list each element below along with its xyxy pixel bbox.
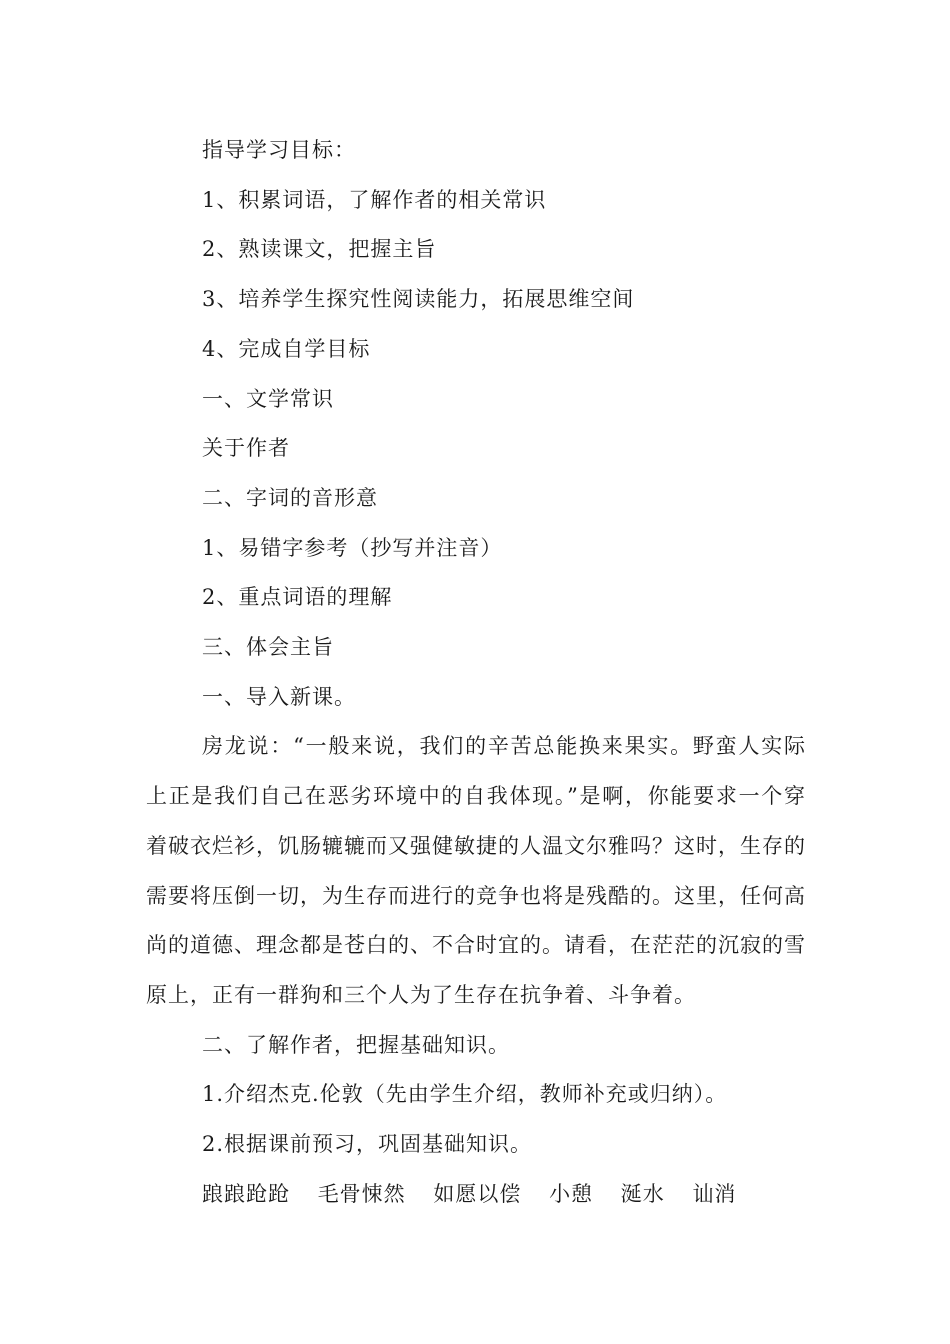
vocab-word: 讪消 xyxy=(692,1181,737,1206)
item-consolidate-knowledge: 2.根据课前预习，巩固基础知识。 xyxy=(202,1132,533,1157)
vocab-word: 如愿以偿 xyxy=(433,1181,522,1206)
goal-item-2: 2、熟读课文，把握主旨 xyxy=(202,237,437,262)
section-know-author: 二、了解作者，把握基础知识。 xyxy=(202,1032,510,1057)
vocab-word: 涎水 xyxy=(620,1181,665,1206)
item-introduce-jack-london: 1.介绍杰克.伦敦（先由学生介绍，教师补充或归纳）。 xyxy=(202,1082,728,1107)
vocab-word: 小憩 xyxy=(549,1181,594,1206)
document-body xyxy=(146,126,806,1219)
section-lesson-intro: 一、导入新课。 xyxy=(202,684,356,709)
vocab-word: 踉踉跄跄 xyxy=(202,1181,290,1206)
heading-study-goals: 指导学习目标： xyxy=(202,138,356,162)
subsection-about-author: 关于作者 xyxy=(202,436,290,461)
goal-item-4: 4、完成自学目标 xyxy=(202,336,371,361)
vocab-word: 毛骨悚然 xyxy=(317,1181,406,1206)
vocab-list xyxy=(146,1170,806,1220)
section-main-idea: 三、体会主旨 xyxy=(202,635,334,660)
section-literary-knowledge: 一、文学常识 xyxy=(202,386,334,411)
goal-item-3: 3、培养学生探究性阅读能力，拓展思维空间 xyxy=(202,287,635,312)
intro-paragraph: 房龙说：“一般来说，我们的辛苦总能换来果实。野蛮人实际上正是我们自己在恶劣环境中的自我体现。”是啊，你能要求一个穿着破衣烂衫，饥肠辘辘而又强健敏捷的人温文尔雅吗？这时，生存的需要将压倒一切，为生存而进行的竞争也将是残酷的。这里，任何高尚的道德、理念都是苍白的、不合时宜的。请看，在茫茫的沉寂的雪原上，正有一群狗和三个人为了生存在抗争着、斗争着。 xyxy=(146,734,806,1007)
item-error-prone-characters: 1、易错字参考（抄写并注音） xyxy=(202,535,503,560)
item-key-words: 2、重点词语的理解 xyxy=(202,585,393,610)
section-word-sound-form-meaning: 二、字词的音形意 xyxy=(202,485,378,510)
goal-item-1: 1、积累词语，了解作者的相关常识 xyxy=(202,187,547,212)
